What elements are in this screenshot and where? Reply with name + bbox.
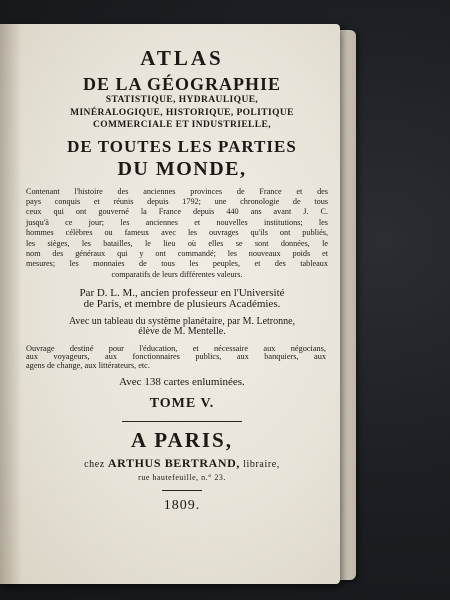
tableau-line-2: élève de M. Mentelle.	[138, 326, 226, 338]
title-monde: DU MONDE,	[117, 157, 247, 180]
subtitle-line-3: COMMERCIALE ET INDUSTRIELLE,	[92, 120, 272, 130]
tableau-line-1: Avec un tableau du système planétaire, par M. Letronne,	[68, 316, 296, 328]
description-line: mesures; les monnaies de tous les peuples, et des tableaux	[26, 259, 328, 269]
ouvrage-paragraph	[26, 345, 326, 370]
description-line: comparatifs de leurs différentes valeurs.	[111, 269, 243, 279]
address-line: rue hautefeuille, n.° 23.	[138, 473, 226, 483]
title-atlas: ATLAS	[140, 46, 224, 70]
description-line: jusqu'à ce jour; les anciennes et nouvelles institutions; les	[26, 217, 328, 227]
publisher-prefix: chez	[84, 459, 105, 471]
year-label: 1809.	[163, 498, 201, 514]
description-line: Contenant l'histoire des anciennes provinces de France et des	[26, 186, 328, 196]
publisher-suffix: libraire,	[243, 459, 280, 471]
ouvrage-line: aux voyageurs, aux fonctionnaires publics, aux banquiers, aux	[26, 352, 326, 362]
tome-label: TOME V.	[149, 396, 215, 412]
author-block	[22, 288, 342, 310]
author-line-2: de Paris, et membre de plusieurs Académies.	[83, 298, 281, 311]
spine-shadow	[0, 24, 22, 584]
description-line: ceux qui ont gouverné la France depuis 440 ans avant J. C.	[26, 207, 328, 217]
description-line: pays conquis et réunis depuis 1792; une chronologie de tous	[26, 196, 328, 206]
title-parties: DE TOUTES LES PARTIES	[67, 136, 297, 156]
divider-rule	[122, 421, 242, 422]
short-rule	[162, 490, 202, 491]
description-paragraph	[26, 187, 328, 281]
city-label: A PARIS,	[131, 428, 233, 453]
description-line: nom des généraux qui y ont commandé; les nouveaux poids et	[26, 248, 328, 258]
publisher-name: ARTHUS BERTRAND,	[107, 456, 241, 471]
description-line: les sièges, les batailles, le lieu où elles se sont données, le	[26, 238, 328, 248]
ouvrage-line: agens de change, aux littérateurs, etc.	[26, 360, 150, 370]
author-line-1: Par D. L. M., ancien professeur en l'Université	[79, 287, 285, 300]
cartes-line: Avec 138 cartes enluminées.	[119, 376, 245, 389]
ouvrage-line: Ouvrage destiné pour l'éducation, et nécessaire aux négocians,	[26, 344, 326, 354]
publisher-line	[22, 457, 342, 470]
subtitle-line-1: STATISTIQUE, HYDRAULIQUE,	[105, 95, 259, 105]
tableau-block	[22, 317, 342, 337]
title-geographie: DE LA GÉOGRAPHIE	[82, 74, 282, 94]
description-line: hommes célèbres ou fameux avec les ouvrages qu'ils ont publiés,	[26, 228, 328, 238]
subtitle-line-2: MINÉRALOGIQUE, HISTORIQUE, POLITIQUE	[70, 107, 294, 118]
title-block	[22, 48, 342, 513]
